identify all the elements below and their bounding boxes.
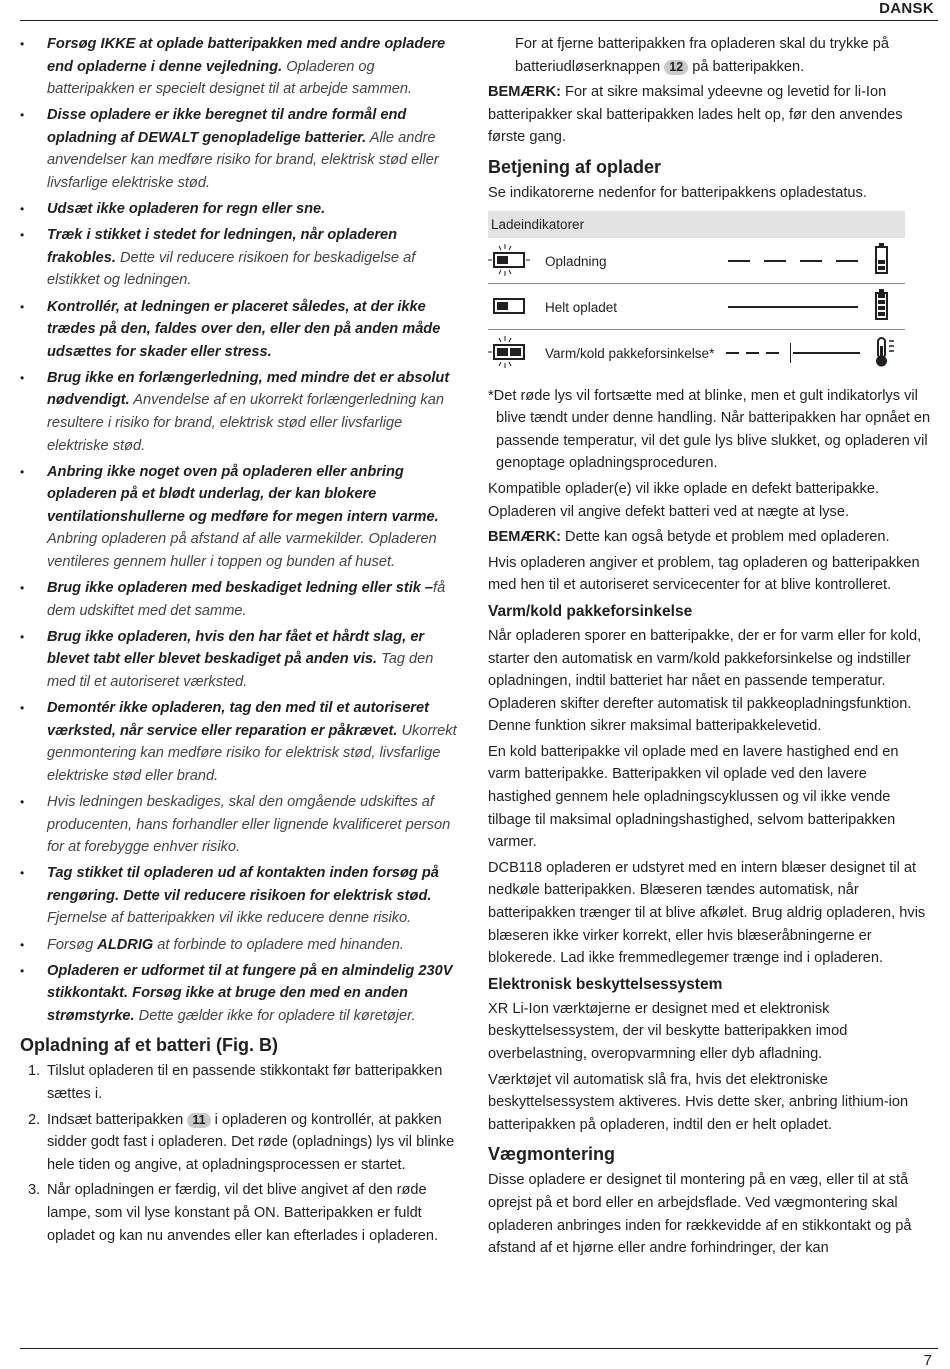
safety-bullet: • Brug ikke opladeren, hvis den har fået et hårdt slag, er blevet tabt eller blevet beskadiget på anden vis. Tag den med til et autoriseret værksted. [20, 626, 465, 694]
battery-full-icon [875, 292, 888, 320]
elec-paragraph: Værktøjet vil automatisk slå fra, hvis det elektroniske beskyttelsessystem aktiveres. Hvis dette sker, anbring lithium-ion batteripakken på opladeren, indtil den er helt opladet. [488, 1071, 909, 1133]
elec-heading: Elektronisk beskyttelsessystem [488, 975, 723, 993]
hotcold-heading: Varm/kold pakkeforsinkelse [488, 602, 693, 620]
elec-paragraph: XR Li-Ion værktøjerne er designet med et elektronisk beskyttelsessystem, der vil beskytte batteripakken imod overbelastning, overopvarmning eller dyb afladning. [488, 1000, 848, 1062]
safety-bullet: • Brug ikke en forlængerledning, med mindre det er absolut nødvendigt. Anvendelse af en ukorrekt forlængerledning kan resultere i risiko for brand, elektrisk stød eller livsfarlige elektriske stød. [20, 367, 465, 457]
safety-bullet: • Forsøg IKKE at oplade batteripakken med andre opladere end opladerne i denne vejledning. Opladeren og batteripakken er specielt designet til at arbejde sammen. [20, 33, 465, 101]
safety-bullet: • Kontrollér, at ledningen er placeret således, at der ikke trædes på den, faldes over den, eller den på anden måde udsættes for skader eller stress. [20, 296, 465, 364]
hotcold-paragraph: En kold batteripakke vil oplade med en lavere hastighed end en varm batteripakke. Batteripakken vil oplade ved den lavere hastighed gennem hele opladningscyklussen og vil ikke vende tilbage til maksimal opladningshastighed, selvom batteripakken varmer. [488, 743, 899, 851]
safety-bullet-list [20, 33, 465, 1027]
left-column [20, 33, 465, 1250]
wall-heading: Vægmontering [488, 1144, 616, 1165]
charging-steps [20, 1060, 465, 1247]
indicator-row-full: Helt opladet [488, 284, 905, 330]
compat-paragraph: Kompatible oplader(e) vil ikke oplade en defekt batteripakke. Opladeren vil angive defekt batteri ved at nægte at lyse. [488, 480, 880, 520]
footer-rule [20, 1348, 938, 1349]
led-indicator-icon [493, 252, 525, 268]
indicator-table [488, 211, 905, 375]
led-indicator-icon [493, 298, 525, 314]
safety-bullet: • Forsøg ALDRIG at forbinde to opladere med hinanden. [20, 934, 465, 957]
safety-bullet: • Demontér ikke opladeren, tag den med til et autoriseret værksted, når service eller reparation er påkrævet. Ukorrekt genmontering kan medføre risiko for elektrisk stød, livsfarlige elektriske stød eller brand. [20, 697, 465, 787]
safety-bullet: • Tag stikket til opladeren ud af kontakten inden forsøg på rengøring. Dette vil reducere risikoen for elektrisk stød. Fjernelse af batteripakken vil ikke reducere denne risiko. [20, 862, 465, 930]
wall-paragraph: Disse opladere er designet til montering på en væg, eller til at stå oprejst på et bord eller en arbejdsflade. Ved vægmontering skal opladeren anbringes inden for rækkevidde af en stikkontakt og på afstand af et hjørne eller andre forhindringer, der kan [488, 1172, 912, 1257]
charging-heading: Opladning af et batteri (Fig. B) [20, 1035, 278, 1056]
safety-bullet: • Hvis ledningen beskadiges, skal den omgående udskiftes af producenten, hans forhandler eller lignende kvalificeret person for at forebygge enhver risiko. [20, 791, 465, 859]
hotcold-paragraph: DCB118 opladeren er udstyret med en intern blæser designet til at nedkøle batteripakken. Blæseren tændes automatisk, når batteripakken trænger til at blive afkølet. Brug aldrig opladeren, hvis blæseren ikke virker korrekt, eller hvis blæseråbningerne er blokerede. Lad ikke fremmedlegemer trænge ind i opladeren. [488, 859, 926, 967]
operation-heading: Betjening af oplader [488, 156, 662, 177]
safety-bullet: • Disse opladere er ikke beregnet til andre formål end opladning af DEWALT genopladelige batterier. Alle andre anvendelser kan medføre risiko for brand, elektrisk stød eller livsfarlige elektriske stød. [20, 104, 465, 194]
footnote: *Det røde lys vil fortsætte med at blinke, men et gult indikatorlys vil blive tændt under denne handling. Når batteripakken har opnået en passende temperatur, vil det gule lys blive slukket, og opladeren vil genoptage opladningsproceduren. [488, 387, 931, 472]
battery-charging-icon [875, 246, 888, 274]
language-label: DANSK [879, 0, 934, 17]
callout-badge: 11 [187, 1113, 210, 1128]
note-paragraph: BEMÆRK: Dette kan også betyde et problem med opladeren. [488, 529, 890, 546]
note-paragraph: BEMÆRK: For at sikre maksimal ydeevne og levetid for li-Ion batteripakker skal batteripakken lades helt op, før den anvendes første gang. [488, 84, 903, 146]
safety-bullet: • Træk i stikket i stedet for ledningen, når opladeren frakobles. Dette vil reducere risikoen for beskadigelse af elstikket og ledningen. [20, 224, 465, 292]
safety-bullet: • Brug ikke opladeren med beskadiget ledning eller stik –få dem udskiftet med det samme. [20, 577, 465, 622]
remove-paragraph: For at fjerne batteripakken fra opladeren skal du trykke på batteriudløserknappen 12 på batteripakken. [515, 36, 889, 75]
safety-bullet: • Anbring ikke noget oven på opladeren eller anbring opladeren på et blødt underlag, der kan blokere ventilationshullerne og medføre for megen intern varme. Anbring opladeren på afstand af alle varmekilder. Opladeren ventileres gennem huller i toppen og bunden af huset. [20, 461, 465, 574]
page-number: 7 [923, 1352, 932, 1369]
callout-badge: 12 [664, 60, 688, 75]
step-item: 2. Indsæt batteripakken 11 i opladeren og kontrollér, at pakken sidder godt fast i opladeren. Det røde (opladnings) lys vil blinke hele tiden og angive, at opladningsprocessen er startet. [28, 1111, 455, 1173]
led-indicator-icon [493, 344, 525, 360]
step-item: 3. Når opladningen er færdig, vil det blive angivet af den røde lampe, som vil lyse konstant på ON. Batteripakken er fuldt opladet og kan nu anvendes eller kan efterlades i opladeren. [28, 1182, 439, 1244]
problem-paragraph: Hvis opladeren angiver et problem, tag opladeren og batteripakken med hen til et autoriseret servicecenter for at blive kontrolleret. [488, 554, 920, 594]
operation-intro: Se indikatorerne nedenfor for batteripakkens opladestatus. [488, 184, 867, 201]
hotcold-paragraph: Når opladeren sporer en batteripakke, der er for varm eller for kold, starter den automatisk en varm/kold pakkeforsinkelse og indstiller opladningen, indtil batteriet har nået en passende temperatur. Opladeren skifter derefter automatisk til pakkeopladningsfunktion. Denne funktion sikrer maksimal batteripakkelevetid. [488, 627, 922, 735]
thermometer-icon [874, 336, 902, 368]
step-item: 1. Tilslut opladeren til en passende stikkontakt før batteripakken sættes i. [28, 1063, 443, 1103]
indicator-row-charging: Opladning [488, 238, 905, 284]
header-rule [20, 20, 938, 21]
indicator-row-hotcold: Varm/kold pakkeforsinkelse* [488, 330, 905, 375]
indicator-table-header: Ladeindikatorer [488, 211, 905, 238]
right-column [488, 33, 932, 1263]
safety-bullet: • Opladeren er udformet til at fungere på en almindelig 230V stikkontakt. Forsøg ikke at bruge den med en anden strømstyrke. Dette gælder ikke for opladere til køretøjer. [20, 960, 465, 1028]
safety-bullet: • Udsæt ikke opladeren for regn eller sne. [20, 198, 465, 221]
